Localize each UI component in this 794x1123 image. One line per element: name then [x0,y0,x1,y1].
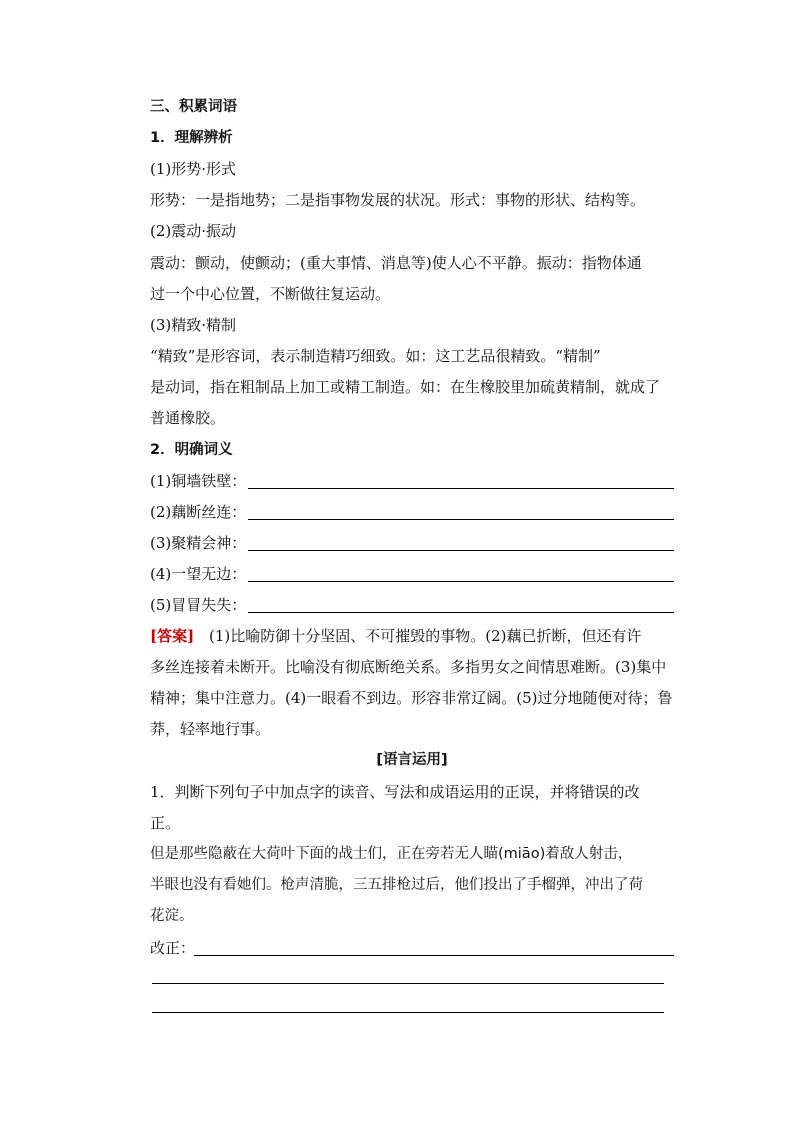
item3-title: (3)精致·精制 [150,316,237,334]
answer-line3: 精神；集中注意力。(4)一眼看不到边。形容非常辽阔。(5)过分地随便对待；鲁 [150,689,673,707]
item2-line1: 震动：颤动，使颤动；(重大事情、消息等)使人心不平静。振动：指物体通 [150,254,642,272]
fill-item-label: (1)铜墙铁壁： [150,472,247,490]
item2-line2: 过一个中心位置，不断做往复运动。 [150,285,391,303]
item2-title: (2)震动·振动 [150,222,237,240]
passage-line2: 半眼也没有看她们。枪声清脆，三五排枪过后，他们投出了手榴弹，冲出了荷 [150,877,643,893]
item3-line1: “精致”是形容词，表示制造精巧细致。如：这工艺品很精致。“精制” [150,347,601,365]
fill-item-label: (2)藕断丝连： [150,503,247,521]
answer-line4: 莽，轻率地行事。 [150,720,271,738]
answer-blank-1[interactable] [248,488,674,489]
passage-line1: 但是那些隐蔽在大荷叶下面的战士们，正在旁若无人瞄(miāo)着敌人射击， [150,846,633,862]
answer-blank-3[interactable] [248,550,674,551]
subheading-analysis: 1．理解辨析 [150,130,233,146]
answer-line2: 多丝连接着未断开。比喻没有彻底断绝关系。多指男女之间情思难断。(3)集中 [150,658,667,676]
subheading-meaning: 2．明确词义 [150,442,233,458]
question1-line1: 1．判断下列句子中加点字的读音、写法和成语运用的正误，并将错误的改 [150,783,640,801]
fill-item-label: (3)聚精会神： [150,534,247,552]
correction-label: 改正： [150,939,196,957]
item3-line3: 普通橡胶。 [150,409,226,427]
answer-blank-4[interactable] [248,581,674,582]
fill-item-label: (5)冒冒失失： [150,596,247,614]
passage-line3: 花淀。 [150,908,194,924]
correction-blank-2[interactable] [152,983,664,984]
usage-heading: [语言运用] [376,752,448,768]
item1-title: (1)形势·形式 [150,160,237,178]
answer-line1 [150,626,641,646]
section-heading: 三、积累词语 [150,99,237,115]
item3-line2: 是动词，指在粗制品上加工或精工制造。如：在生橡胶里加硫黄精制，就成了 [150,378,661,396]
correction-blank-3[interactable] [152,1012,664,1013]
item1-text: 形势：一是指地势；二是指事物发展的状况。形式：事物的形状、结构等。 [150,191,646,209]
correction-blank-1[interactable] [194,955,674,956]
answer-tag: [答案] [150,627,195,645]
answer-text-1: (1)比喻防御十分坚固、不可摧毁的事物。(2)藕已折断，但还有许 [208,627,642,645]
fill-item-label: (4)一望无边： [150,565,247,583]
answer-blank-5[interactable] [248,612,674,613]
question1-line2: 正。 [150,814,181,832]
answer-blank-2[interactable] [248,519,674,520]
